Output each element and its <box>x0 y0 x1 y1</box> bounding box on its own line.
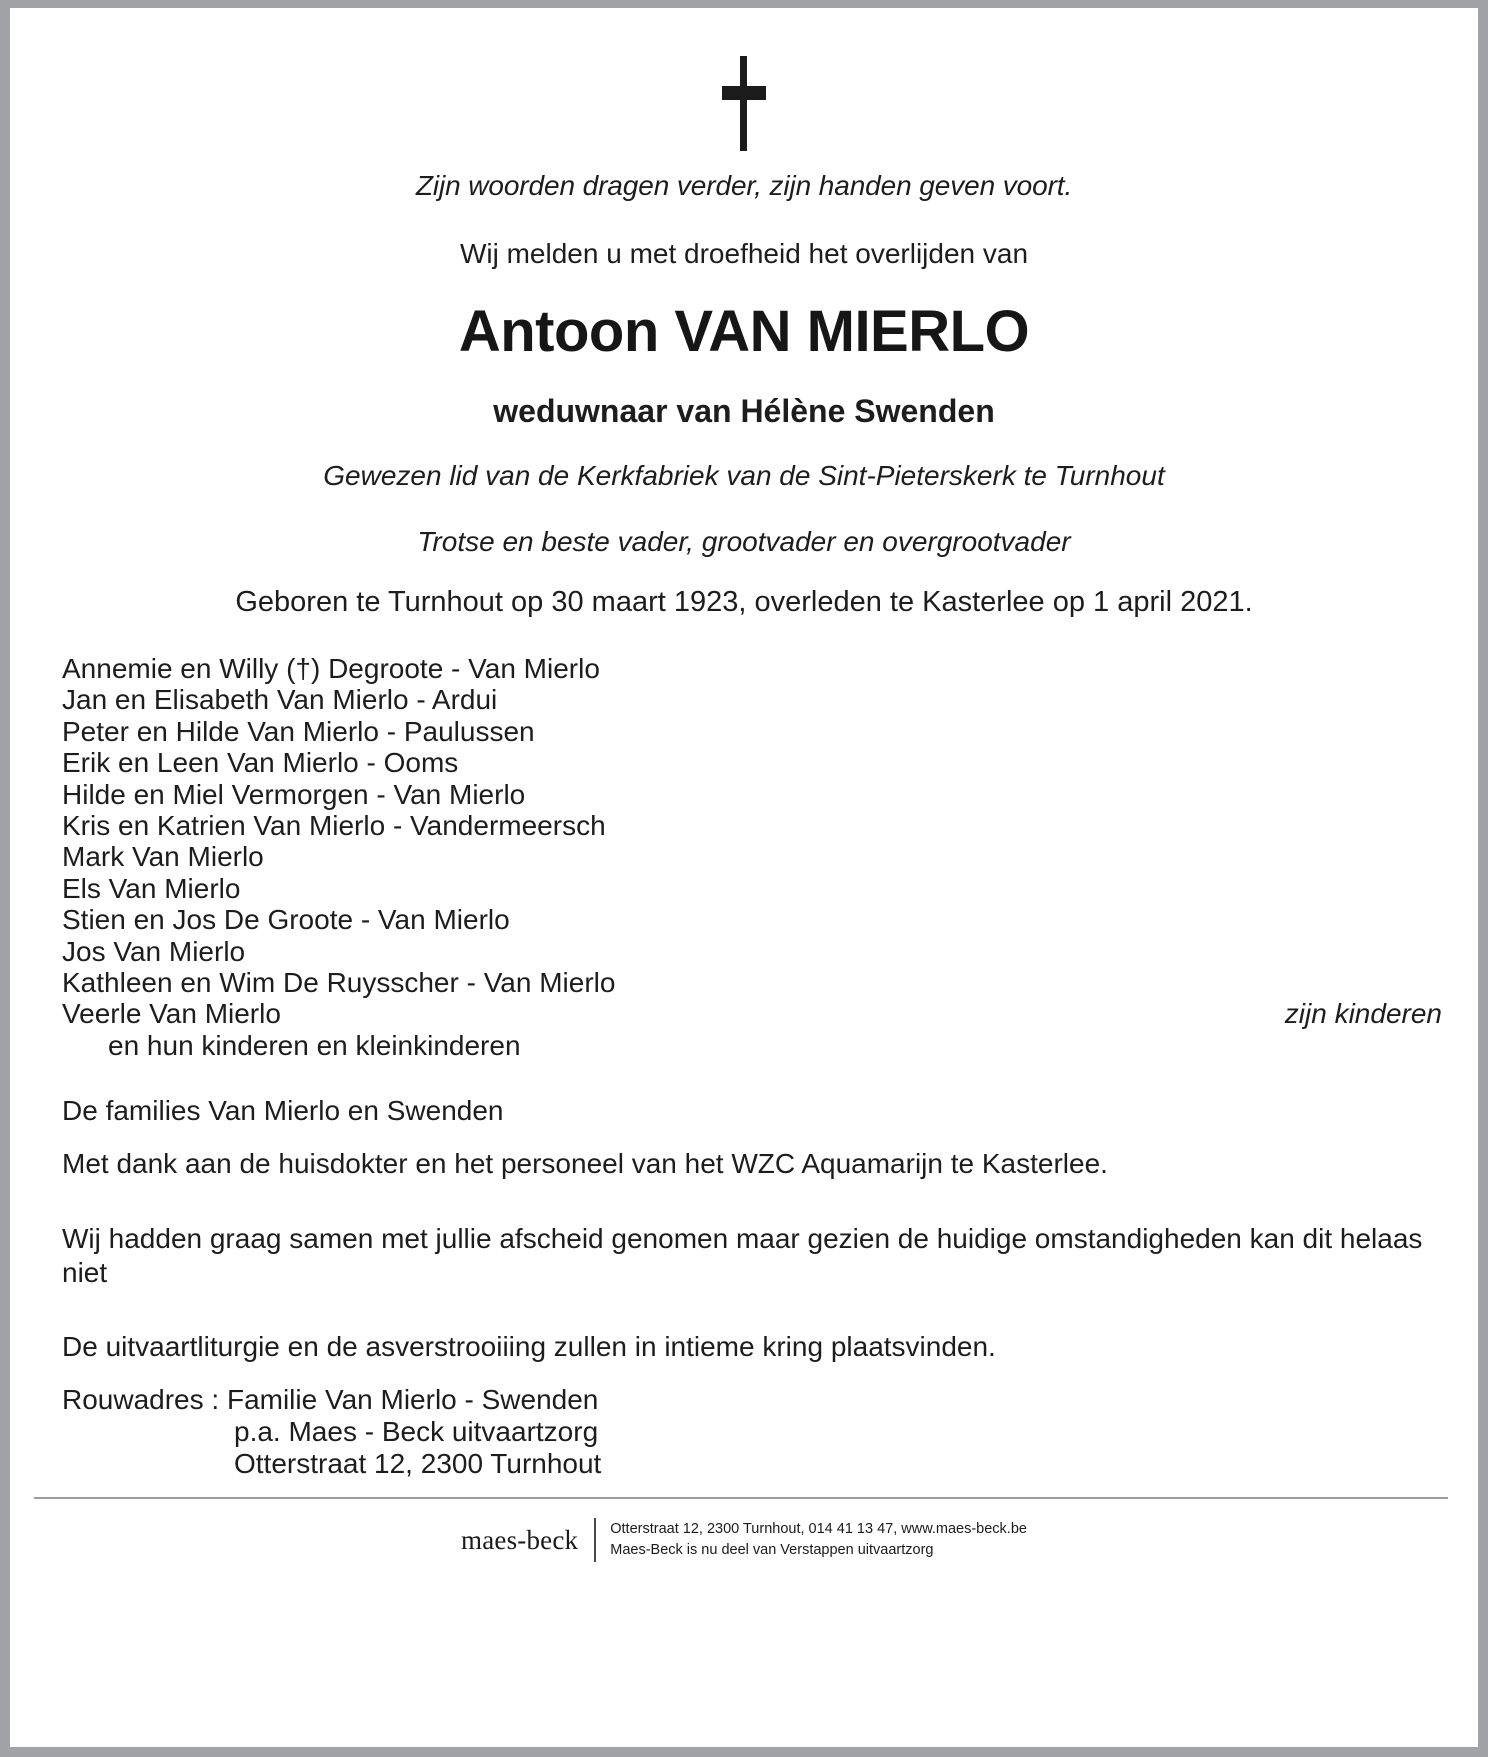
memorial-card <box>10 8 1478 1747</box>
children-list <box>62 653 1442 1061</box>
address-line-care-of: p.a. Maes - Beck uitvaartzorg <box>234 1416 599 1447</box>
footer <box>10 1518 1478 1562</box>
grandchildren-line: en hun kinderen en kleinkinderen <box>108 1029 521 1061</box>
child-row <box>62 873 1442 904</box>
cross-vertical-bar <box>740 56 747 151</box>
address-line-street: Otterstraat 12, 2300 Turnhout <box>234 1448 602 1479</box>
child-row <box>62 967 1442 998</box>
child-row-last <box>62 998 1442 1029</box>
mourning-address <box>62 1384 601 1480</box>
child-name: Mark Van Mierlo <box>62 841 264 873</box>
children-label: zijn kinderen <box>1284 998 1442 1030</box>
child-row <box>62 779 1442 810</box>
announcement-line: Wij melden u met droefheid het overlijden van <box>459 238 1029 269</box>
spouse-line: weduwnaar van Hélène Swenden <box>493 393 995 429</box>
footer-divider-rule <box>34 1497 1448 1499</box>
footer-contact-line: Otterstraat 12, 2300 Turnhout, 014 41 13 47, www.maes-beck.be <box>610 1521 1027 1537</box>
child-row <box>62 653 1442 684</box>
footer-contact-block <box>596 1519 1027 1561</box>
thanks-paragraph: Met dank aan de huisdokter en het personeel van het WZC Aquamarijn te Kasterlee. <box>62 1148 1108 1179</box>
footer-note-line: Maes-Beck is nu deel van Verstappen uitvaartzorg <box>610 1542 934 1558</box>
child-row <box>62 810 1442 841</box>
child-name: Peter en Hilde Van Mierlo - Paulussen <box>62 715 535 747</box>
farewell-paragraph: Wij hadden graag samen met jullie afscheid genomen maar gezien de huidige omstandigheden kan dit helaas niet <box>62 1223 1423 1288</box>
liturgy-paragraph: De uitvaartliturgie en de asverstrooiiing zullen in intieme kring plaatsvinden. <box>62 1331 996 1362</box>
cross-container <box>10 56 1478 156</box>
child-name: Hilde en Miel Vermorgen - Van Mierlo <box>62 778 526 810</box>
child-name: Veerle Van Mierlo <box>62 998 281 1030</box>
child-name: Jos Van Mierlo <box>62 935 246 967</box>
child-name: Jan en Elisabeth Van Mierlo - Ardui <box>62 684 498 716</box>
deceased-name: Antoon VAN MIERLO <box>458 299 1030 364</box>
maes-beck-logo: maes-beck <box>461 1524 579 1555</box>
child-name: Kathleen en Wim De Ruysscher - Van Mierlo <box>62 967 616 999</box>
latin-cross-icon <box>709 56 779 151</box>
families-paragraph: De families Van Mierlo en Swenden <box>62 1095 504 1126</box>
child-row <box>62 904 1442 935</box>
role-line-family: Trotse en beste vader, grootvader en overgrootvader <box>417 526 1071 557</box>
cross-horizontal-bar <box>722 86 766 100</box>
role-line-church: Gewezen lid van de Kerkfabriek van de Sint-Pieterskerk te Turnhout <box>323 460 1165 491</box>
child-row <box>62 936 1442 967</box>
address-line-family: Rouwadres : Familie Van Mierlo - Swenden <box>62 1384 599 1415</box>
birth-death-dates: Geboren te Turnhout op 30 maart 1923, overleden te Kasterlee op 1 april 2021. <box>235 586 1253 618</box>
child-name: Annemie en Willy (†) Degroote - Van Mierlo <box>62 653 600 684</box>
child-name: Kris en Katrien Van Mierlo - Vandermeersch <box>62 810 606 842</box>
grandchildren-row <box>62 1030 1442 1061</box>
child-name: Erik en Leen Van Mierlo - Ooms <box>62 747 459 779</box>
child-row <box>62 684 1442 715</box>
child-name: Stien en Jos De Groote - Van Mierlo <box>62 904 510 936</box>
child-name: Els Van Mierlo <box>62 872 241 904</box>
child-row <box>62 747 1442 778</box>
child-row <box>62 841 1442 872</box>
child-row <box>62 716 1442 747</box>
memorial-quote: Zijn woorden dragen verder, zijn handen geven voort. <box>415 170 1073 201</box>
